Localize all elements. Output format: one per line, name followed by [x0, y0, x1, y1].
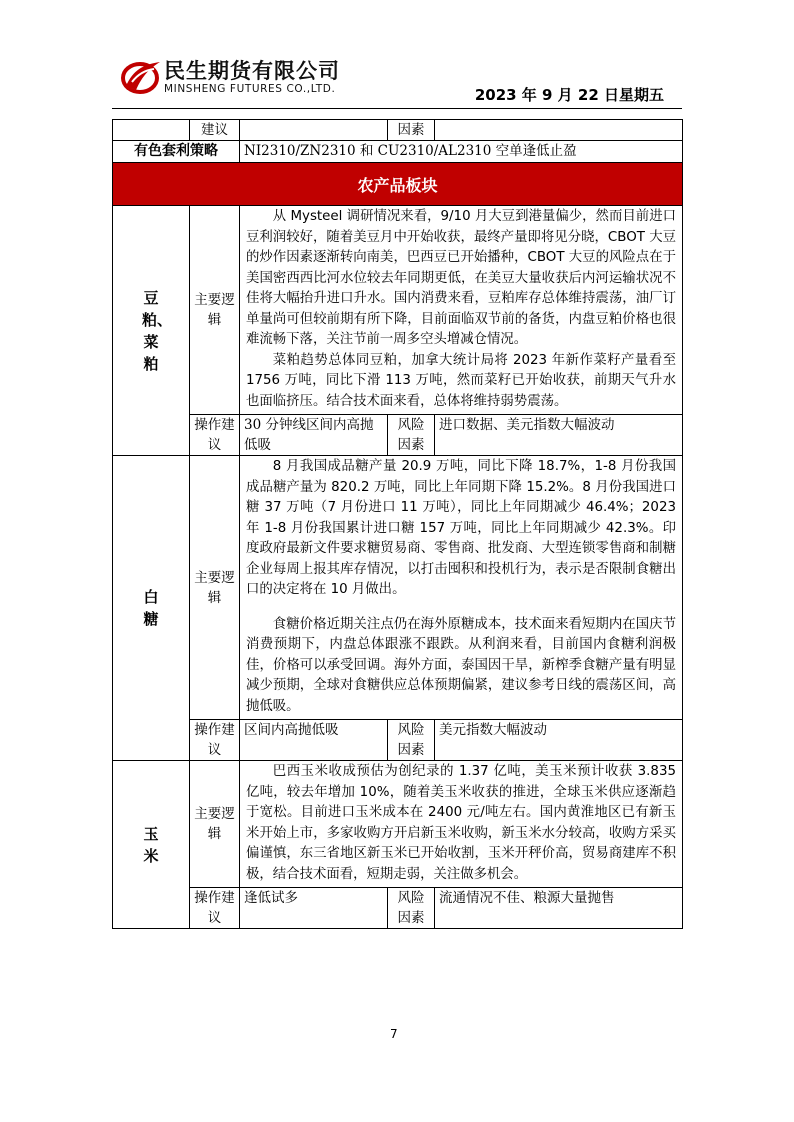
operation-label: 操作建议	[190, 888, 240, 929]
continued-empty-cell	[113, 120, 190, 141]
logic-text	[240, 761, 683, 888]
logic-paragraph: 从 Mysteel 调研情况来看，9/10 月大豆到港量偏少，然而目前进口豆利润较好，随着美豆月中开始收获，最终产量即将见分晓，CBOT 大豆的炒作因素逐渐转向南美，巴西豆已开始播种，CBOT 大豆的风险点在于美国密西西比河水位较去年同期更低，在美豆大量收获后内河运输状况不佳将大幅抬升进口升水。国内消费来看，豆粕库存总体维持震荡，油厂订单量尚可但较前期有所下降，目前面临双节前的备货，内盘豆粕价格也很难流畅下落，关注节前一周多空头增减仓情况。	[246, 209, 676, 347]
commodity-name: 豆粕、菜粕	[113, 206, 190, 456]
logic-label: 主要逻辑	[190, 206, 240, 415]
logic-paragraph: 食糖价格近期关注点仍在海外原糖成本，技术面来看短期内在国庆节消费预期下，内盘总体跟涨不跟跌。从利润来看，目前国内食糖利润极佳，价格可以承受回调。海外方面，泰国因干旱，新榨季食糖产量有明显减少预期，全球对食糖供应总体预期偏紧，建议参考日线的震荡区间，高抛低吸。	[246, 616, 676, 714]
company-name-en: MINSHENG FUTURES CO.,LTD.	[164, 83, 336, 95]
strategy-row	[113, 141, 683, 163]
logic-text	[240, 206, 683, 415]
risk-label: 风险因素	[388, 415, 435, 456]
commodity-logic-row	[113, 761, 683, 888]
minsheng-logo-icon	[120, 56, 162, 96]
continued-empty-cell	[240, 120, 388, 141]
continued-label-right: 因素	[388, 120, 435, 141]
risk-text: 美元指数大幅波动	[435, 720, 683, 761]
operation-label: 操作建议	[190, 415, 240, 456]
logic-label: 主要逻辑	[190, 761, 240, 888]
report-date: 2023 年 9 月 22 日星期五	[474, 86, 664, 104]
continued-empty-cell	[435, 120, 683, 141]
header-divider	[112, 108, 682, 109]
logic-paragraph: 巴西玉米收成预估为创纪录的 1.37 亿吨，美玉米预计收获 3.835 亿吨，较去年增加 10%，随着美玉米收获的推进，全球玉米供应逐渐趋于宽松。目前进口玉米成本在 2400 元/吨左右。国内黄淮地区已有新玉米开始上市，多家收购方开启新玉米收购，新玉米水分较高，收购方采买偏谨慎，东三省地区新玉米已开始收割，玉米开秤价高，贸易商建库不积极，结合技术面看，短期走弱，关注做多机会。	[246, 764, 676, 882]
page-header	[0, 0, 794, 110]
commodity-logic-row	[113, 206, 683, 415]
operation-label: 操作建议	[190, 720, 240, 761]
logic-text	[240, 456, 683, 720]
continued-row	[113, 120, 683, 141]
commodity-operation-row	[113, 720, 683, 761]
commodity-name: 玉米	[113, 761, 190, 929]
operation-text: 逢低试多	[240, 888, 388, 929]
operation-text: 区间内高抛低吸	[240, 720, 388, 761]
risk-text: 流通情况不佳、粮源大量抛售	[435, 888, 683, 929]
operation-text: 30 分钟线区间内高抛低吸	[240, 415, 388, 456]
commodity-logic-row	[113, 456, 683, 720]
risk-label: 风险因素	[388, 888, 435, 929]
logic-paragraph: 8 月我国成品糖产量 20.9 万吨，同比下降 18.7%，1-8 月份我国成品糖产量为 820.2 万吨，同比上年同期下降 15.2%。8 月份我国进口糖 37 万吨（7 月份进口 11 万吨），同比上年同期减少 46.4%；2023 年 1-8 月份我国累计进口糖 157 万吨，同比上年同期减少 42.3%。印度政府最新文件要求糖贸易商、零售商、批发商、大型连锁零售商和制糖企业每周上报其库存情况，以打击囤积和投机行为，表示是否限制食糖出口的决定将在 10 月做出。	[246, 459, 676, 597]
section-title: 农产品板块	[113, 163, 683, 206]
continued-label-left: 建议	[190, 120, 240, 141]
commodity-name: 白糖	[113, 456, 190, 761]
logic-paragraph: 菜粕趋势总体同豆粕，加拿大统计局将 2023 年新作菜籽产量看至 1756 万吨，同比下滑 113 万吨，然而菜籽已开始收获，前期天气升水也面临挤压。结合技术面来看，总体将维持弱势震荡。	[246, 352, 676, 409]
risk-text: 进口数据、美元指数大幅波动	[435, 415, 683, 456]
commodity-operation-row	[113, 888, 683, 929]
company-name-cn: 民生期货有限公司	[164, 59, 340, 83]
strategy-text: NI2310/ZN2310 和 CU2310/AL2310 空单逢低止盈	[240, 141, 683, 163]
section-header-row	[113, 163, 683, 206]
risk-label: 风险因素	[388, 720, 435, 761]
commodity-operation-row	[113, 415, 683, 456]
page-number: 7	[390, 1027, 398, 1041]
logic-label: 主要逻辑	[190, 456, 240, 720]
strategy-table	[112, 119, 683, 929]
strategy-label: 有色套利策略	[113, 141, 240, 163]
